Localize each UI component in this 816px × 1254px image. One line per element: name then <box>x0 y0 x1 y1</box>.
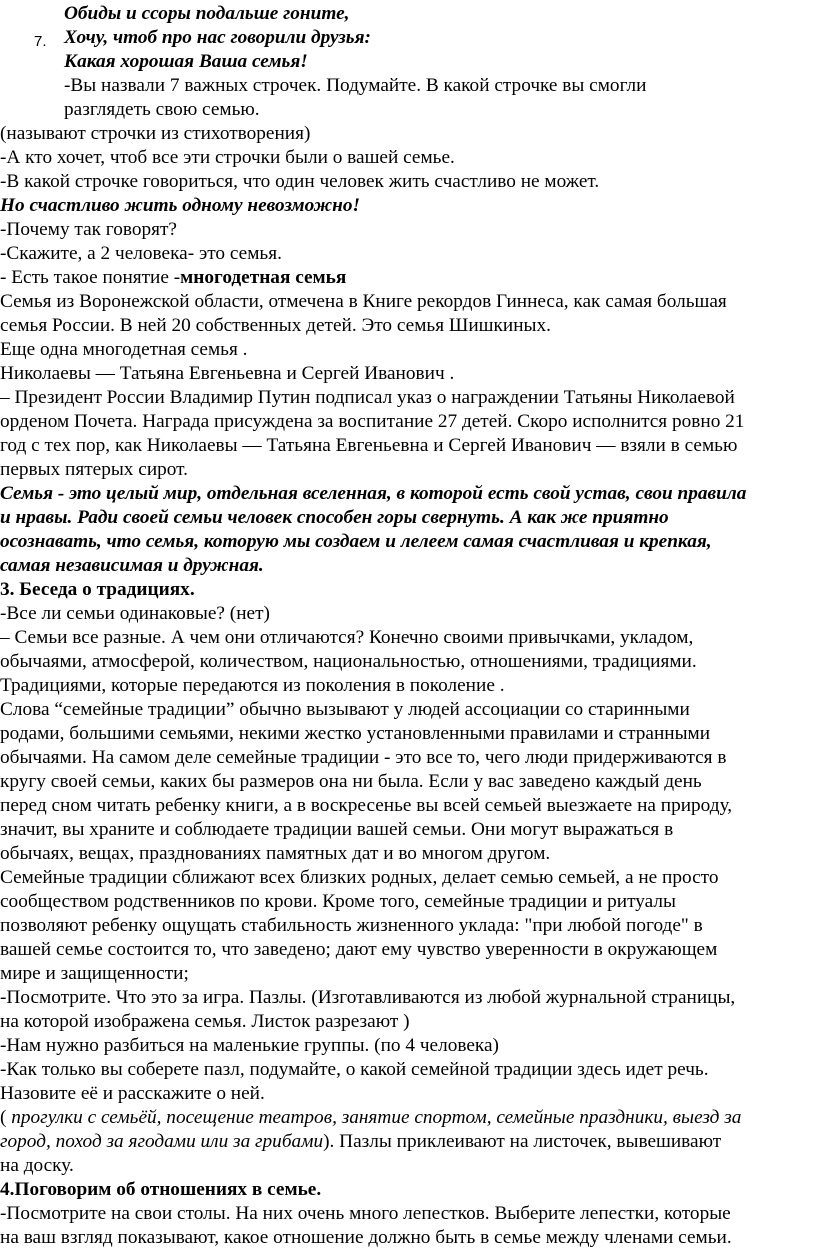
text-line: (называют строчки из стихотворения) <box>0 123 311 144</box>
list-number: 7. <box>34 33 47 50</box>
text-line: Еще одна многодетная семья . <box>0 339 248 360</box>
text-line: вашей семье состоится то, что заведено; дают ему чувство уверенности в окружающем <box>0 939 718 960</box>
text-line: -В какой строчке говориться, что один человек жить счастливо не может. <box>0 171 600 192</box>
text-line: – Семьи все разные. А чем они отличаются? Конечно своими привычками, укладом, <box>0 627 694 648</box>
text-line: -Почему так говорят? <box>0 219 177 240</box>
italic-span: город, поход за ягодами или за грибами <box>0 1131 324 1152</box>
text-line: Семейные традиции сближают всех близких родных, делает семью семьей, а не просто <box>0 867 719 888</box>
text-line: позволяют ребенку ощущать стабильность жизненного уклада: "при любой погоде" в <box>0 915 703 936</box>
text-line: -Посмотрите на свои столы. На них очень много лепестков. Выберите лепестки, которые <box>0 1203 731 1224</box>
text-line: -Вы назвали 7 важных строчек. Подумайте. В какой строчке вы смогли <box>64 75 647 96</box>
text-line: разглядеть свою семью. <box>64 99 260 120</box>
text-line: -Посмотрите. Что это за игра. Пазлы. (Изготавливаются из любой журнальной страницы, <box>0 987 736 1008</box>
text-line: Семья из Воронежской области, отмечена в Книге рекордов Гиннеса, как самая большая <box>0 291 727 312</box>
text-line: на которой изображена семья. Листок разрезают ) <box>0 1011 410 1032</box>
text-line: -А кто хочет, чтоб все эти строчки были о вашей семье. <box>0 147 455 168</box>
text-line: обычаями. На самом деле семейные традиции - это все то, чего люди придерживаются в <box>0 747 727 768</box>
text-line: родами, большими семьями, некими жестко установленными правилами и странными <box>0 723 711 744</box>
text-line: Николаевы — Татьяна Евгеньевна и Сергей Иванович . <box>0 363 455 384</box>
text-line: -Нам нужно разбиться на маленькие группы. (по 4 человека) <box>0 1035 499 1056</box>
section-heading: 3. Беседа о традициях. <box>0 579 195 600</box>
emphasis-line: Семья - это целый мир, отдельная вселенная, в которой есть свой устав, свои правила <box>0 483 747 504</box>
text-line: сообществом родственников по крови. Кроме того, семейные традиции и ритуалы <box>0 891 676 912</box>
section-heading: 4.Поговорим об отношениях в семье. <box>0 1179 322 1200</box>
text-line: кругу своей семьи, каких бы размеров она ни была. Если у вас заведено каждый день <box>0 771 702 792</box>
text-line: год с тех пор, как Николаевы — Татьяна Евгеньевна и Сергей Иванович — взяли в семью <box>0 435 738 456</box>
text-span: - Есть такое понятие - <box>0 267 181 288</box>
text-line: -Как только вы соберете пазл, подумайте, о какой семейной традиции здесь идет речь. <box>0 1059 709 1080</box>
italic-span: прогулки с семьёй, посещение театров, занятие спортом, семейные праздники, выезд за <box>11 1107 742 1128</box>
text-line: мире и защищенности; <box>0 963 189 984</box>
text-line: – Президент России Владимир Путин подписал указ о награждении Татьяны Николаевой <box>0 387 735 408</box>
bold-term: многодетная семья <box>180 267 347 288</box>
text-line: Назовите её и расскажите о ней. <box>0 1083 265 1104</box>
text-line <box>0 266 346 290</box>
emphasis-line: и нравы. Ради своей семьи человек способен горы свернуть. А как же приятно <box>0 507 669 528</box>
text-line: на доску. <box>0 1155 74 1176</box>
text-span: ( <box>0 1107 12 1128</box>
poem-line-3: Какая хорошая Ваша семья! <box>64 51 308 72</box>
text-line: обычаях, вещах, празднованиях памятных дат и во многом другом. <box>0 843 551 864</box>
text-line: значит, вы храните и соблюдаете традиции вашей семьи. Они могут выражаться в <box>0 819 674 840</box>
text-line: первых пятерых сирот. <box>0 459 188 480</box>
text-line: -Скажите, а 2 человека- это семья. <box>0 243 282 264</box>
text-line: обычаями, атмосферой, количеством, национальностью, отношениями, традициями. <box>0 651 697 672</box>
text-line: Слова “семейные традиции” обычно вызывают у людей ассоциации со старинными <box>0 699 690 720</box>
text-line: орденом Почета. Награда присуждена за воспитание 27 детей. Скоро исполнится ровно 21 <box>0 411 745 432</box>
text-line: -Все ли семьи одинаковые? (нет) <box>0 603 270 624</box>
text-line: Традициями, которые передаются из поколения в поколение . <box>0 675 505 696</box>
text-span: ). Пазлы приклеивают на листочек, вывешивают <box>323 1131 722 1152</box>
emphasis-line: осознавать, что семья, которую мы создаем и лелеем самая счастливая и крепкая, <box>0 531 712 552</box>
text-line: семья России. В ней 20 собственных детей. Это семья Шишкиных. <box>0 315 551 336</box>
text-line: перед сном читать ребенку книги, а в воскресенье вы всей семьей выезжаете на природу, <box>0 795 733 816</box>
emphasis-line: самая независимая и дружная. <box>0 555 264 576</box>
text-line <box>0 1106 741 1130</box>
text-line <box>0 1130 721 1154</box>
emphasis-line: Но счастливо жить одному невозможно! <box>0 195 361 216</box>
text-line: на ваш взгляд показывают, какое отношение должно быть в семье между членами семьи. <box>0 1227 732 1248</box>
poem-line-1: Обиды и ссоры подальше гоните, <box>64 3 350 24</box>
poem-line-2: Хочу, чтоб про нас говорили друзья: <box>64 27 371 48</box>
